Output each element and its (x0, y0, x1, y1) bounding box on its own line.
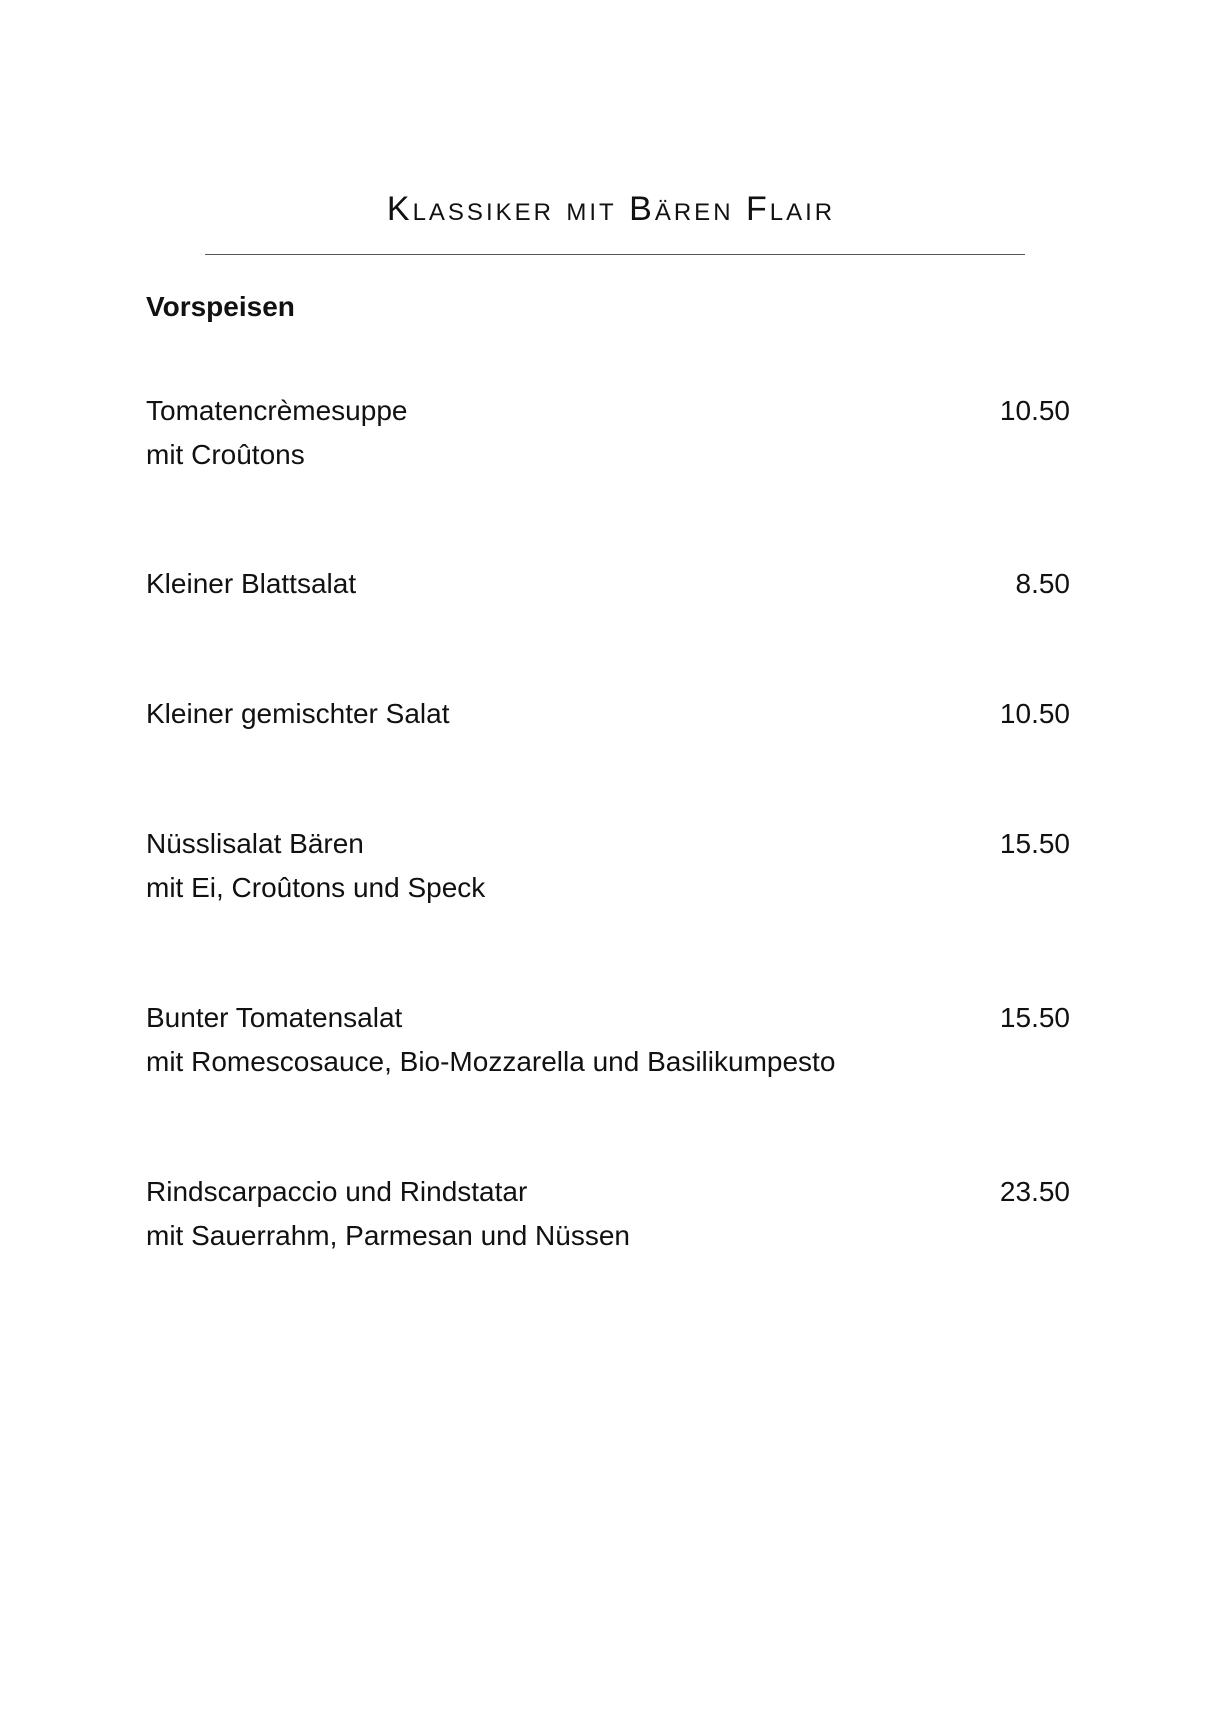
menu-item-name: Nüsslisalat Bären (146, 828, 364, 859)
menu-item-name: Kleiner gemischter Salat (146, 698, 450, 729)
menu-item (146, 1170, 1070, 1258)
menu-item-price: 15.50 (999, 828, 1070, 859)
menu-item-name: Rindscarpaccio und Rindstatar (146, 1176, 528, 1207)
menu-item-name: Bunter Tomatensalat (146, 1002, 403, 1033)
menu-item-price: 23.50 (999, 1176, 1070, 1207)
menu-item-description: mit Ei, Croûtons und Speck (146, 872, 486, 903)
menu-item (146, 822, 1070, 910)
menu-item-description: mit Sauerrahm, Parmesan und Nüssen (146, 1220, 630, 1251)
menu-item (146, 389, 1070, 477)
menu-item-price: 10.50 (999, 395, 1070, 426)
menu-item (146, 692, 1070, 736)
page-title: Klassiker mit Bären Flair (386, 190, 836, 228)
menu-item-description: mit Croûtons (146, 439, 305, 470)
section-heading: Vorspeisen (146, 291, 295, 322)
menu-item-name: Kleiner Blattsalat (146, 568, 357, 599)
menu-item-price: 10.50 (999, 698, 1070, 729)
menu-item (146, 562, 1070, 606)
menu-item-description: mit Romescosauce, Bio-Mozzarella und Basilikumpesto (146, 1046, 836, 1077)
menu-item-price: 15.50 (999, 1002, 1070, 1033)
title-divider (205, 254, 1025, 255)
menu-item (146, 996, 1070, 1084)
menu-item-price: 8.50 (1015, 568, 1070, 599)
menu-item-name: Tomatencrèmesuppe (146, 395, 408, 426)
